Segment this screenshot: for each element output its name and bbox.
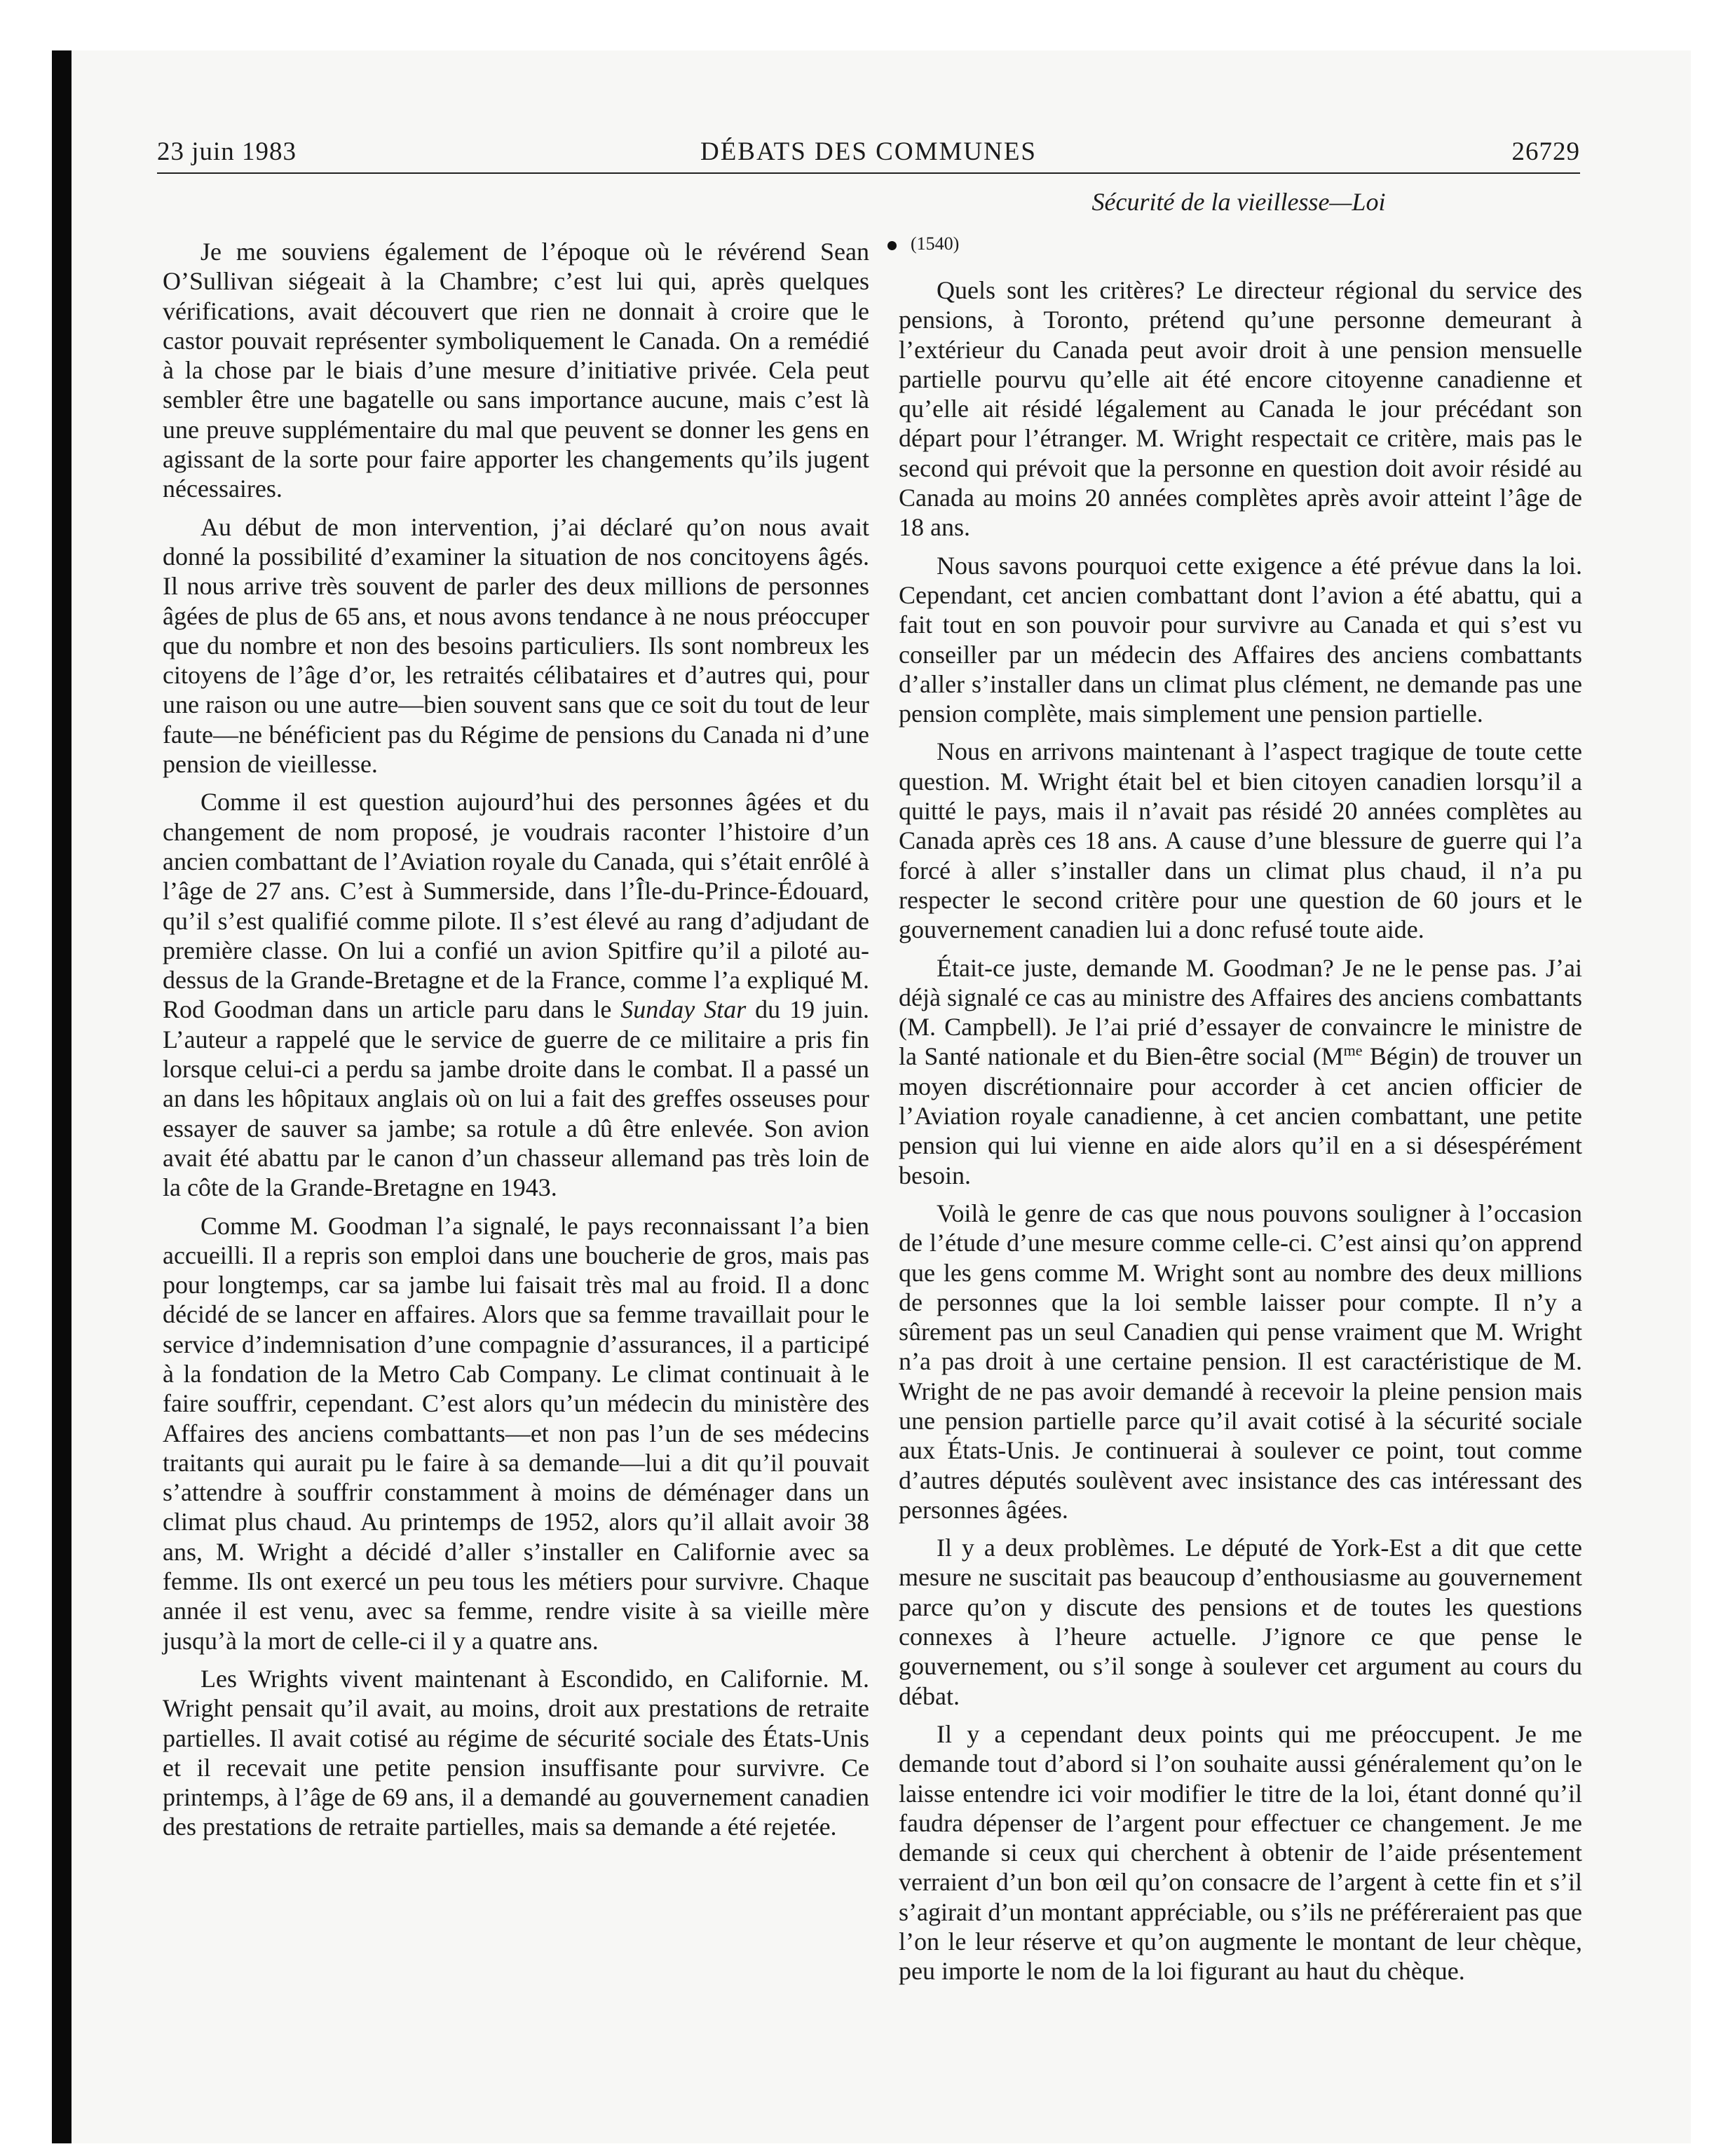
paragraph bbox=[163, 787, 869, 1202]
paragraph: Voilà le genre de cas que nous pouvons souligner à l’occasion de l’étude d’une mesure comme celle-ci. C’est ainsi qu’on apprend que les gens comme M. Wright sont au nombre des deux millions de personnes que la loi semble laisser pour compte. Il n’y a sûrement pas un seul Canadien qui pense vraiment que M. Wright n’a pas droit à une certaine pension. Il est caractéristique de M. Wright de ne pas avoir demandé à recevoir la pleine pension mais une pension partielle parce qu’il avait cotisé à la sécurité sociale aux États-Unis. Je continuerai à soulever ce point, tout comme d’autres députés soulèvent avec insistance des cas intéressant des personnes âgées. bbox=[899, 1199, 1582, 1524]
paragraph bbox=[899, 953, 1582, 1190]
header-title: DÉBATS DES COMMUNES bbox=[700, 137, 1037, 166]
paragraph: Quels sont les critères? Le directeur régional du service des pensions, à Toronto, prétend qu’une personne demeurant à l’extérieur du Canada peut avoir droit à une pension mensuelle partielle pourvu qu’elle ait été encore citoyenne canadienne et qu’elle ait résidé légalement au Canada le jour précédant son départ pour l’étranger. M. Wright respectait ce critère, mais pas le second qui prévoit que la personne en question doit avoir résidé au Canada au moins 20 années complètes après avoir atteint l’âge de 18 ans. bbox=[899, 276, 1582, 542]
right-column bbox=[899, 275, 1582, 1986]
paragraph: Les Wrights vivent maintenant à Escondido, en Californie. M. Wright pensait qu’il avait, au moins, droit aux prestations de retraite partielles. Il avait cotisé au régime de sécurité sociale des États-Unis et il recevait une petite pension insuffisante pour survivre. Ce printemps, à l’âge de 69 ans, il a demandé au gouvernement canadien des prestations de retraite partielles, mais sa demande a été rejetée. bbox=[163, 1664, 869, 1841]
newspaper-title: Sunday Star bbox=[620, 995, 747, 1024]
time-marker-label: (1540) bbox=[911, 233, 960, 254]
page-number: 26729 bbox=[1511, 137, 1580, 166]
paragraph-text: Comme il est question aujourd’hui des personnes âgées et du changement de nom proposé, je voudrais raconter l’histoire d’un ancien combattant de l’Aviation royale du Canada, qui s’était enrôlé à l’âge de 27 ans. C’est à Summerside, dans l’Île-du-Prince-Édouard, qu’il s’est qualifié comme pilote. Il s’est élevé au rang d’adjudant de première classe. On lui a confié un avion Spitfire qu’il a piloté au-dessus de la Grande-Bretagne et de la France, comme l’a expliqué M. Rod Goodman dans un article paru dans le bbox=[163, 788, 869, 1024]
paragraph-text: du 19 juin. L’auteur a rappelé que le service de guerre de ce militaire a pris fin lorsque celui-ci a perdu sa jambe droite dans le combat. Il a passé un an dans les hôpitaux anglais où on lui a fait des greffes osseuses pour essayer de sauver sa jambe; sa rotule a dû être enlevée. Son avion avait été abattu par le canon d’un chasseur allemand pas très loin de la côte de la Grande-Bretagne en 1943. bbox=[163, 995, 870, 1202]
paragraph: Je me souviens également de l’époque où le révérend Sean O’Sullivan siégeait à la Chambre; c’est lui qui, après quelques vérifications, avait découvert que rien ne donnait à croire que le castor pouvait représenter symboliquement le Canada. On a remédié à la chose par le biais d’une mesure d’initiative privée. Cela peut sembler être une bagatelle ou sans importance aucune, mais c’est là une preuve supplémentaire du mal que peuvent se donner les gens en agissant de la sorte pour faire apporter les changements qu’ils jugent nécessaires. bbox=[163, 238, 869, 503]
scan-edge-bar bbox=[52, 50, 72, 2143]
section-subtitle: Sécurité de la vieillesse—Loi bbox=[1091, 188, 1386, 216]
header-rule bbox=[157, 172, 1580, 174]
superscript: me bbox=[1343, 1042, 1363, 1060]
header-date: 23 juin 1983 bbox=[157, 137, 297, 166]
paragraph: Comme M. Goodman l’a signalé, le pays reconnaissant l’a bien accueilli. Il a repris son emploi dans une boucherie de gros, mais pas pour longtemps, car sa jambe lui faisait très mal au froid. Il a donc décidé de se lancer en affaires. Alors que sa femme travaillait pour le service d’indemnisation d’une compagnie d’assurances, il a participé à la fondation de la Metro Cab Company. Le climat continuait à le faire souffrir, cependant. C’est alors qu’un médecin du ministère des Affaires des anciens combattants—et non pas l’un de ses médecins traitants qui aurait pu le faire à sa demande—lui a dit qu’il pouvait s’attendre à souffrir constamment à moins de déménager dans un climat plus chaud. Au printemps de 1952, alors qu’il allait avoir 38 ans, M. Wright a décidé d’aller s’installer en Californie avec sa femme. Ils ont exercé un peu tous les métiers pour survivre. Chaque année il est venu, avec sa femme, rendre visite à sa vieille mère jusqu’à la mort de celle-ci il y a quatre ans. bbox=[163, 1211, 869, 1655]
bullet-icon bbox=[887, 241, 897, 250]
paragraph: Nous en arrivons maintenant à l’aspect tragique de toute cette question. M. Wright était bel et bien citoyen canadien lorsqu’il a quitté le pays, mais il n’avait pas résidé 20 années complètes au Canada après ces 18 ans. A cause d’une blessure de guerre qui l’a forcé à aller s’installer dans un climat plus chaud, il n’a pu respecter le second critère pour une question de 60 jours et le gouvernement canadien lui a donc refusé toute aide. bbox=[899, 737, 1582, 944]
running-header bbox=[157, 137, 1580, 173]
time-marker bbox=[887, 233, 959, 254]
paragraph: Il y a deux problèmes. Le député de York-Est a dit que cette mesure ne suscitait pas beaucoup d’enthousiasme au gouvernement parce qu’on y discute des pensions et de toutes les questions connexes à l’heure actuelle. J’ignore ce que pense le gouvernement, ou s’il songe à soulever cet argument au cours du débat. bbox=[899, 1534, 1582, 1710]
paragraph-text: Bégin) de trouver un moyen discrétionnaire pour accorder à cet ancien officier de l’Aviation royale canadienne, à cet ancien combattant, une petite pension qui lui vienne en aide alors qu’il en a si désespérément besoin. bbox=[899, 1042, 1583, 1189]
paragraph-text: Était-ce juste, demande M. Goodman? Je ne le pense pas. J’ai déjà signalé ce cas au ministre des Affaires des anciens combattants (M. Campbell). Je l’ai prié d’essayer de convaincre le ministre de la Santé nationale et du Bien-être social (M bbox=[899, 953, 1582, 1071]
left-column bbox=[163, 237, 869, 1842]
paragraph: Il y a cependant deux points qui me préoccupent. Je me demande tout d’abord si l’on souhaite aussi généralement qu’on le laisse entendre ici voir modifier le titre de la loi, étant donné qu’il faudra dépenser de l’argent pour effectuer ce changement. Je me demande si ceux qui cherchent à obtenir de l’aide présentement verraient d’un bon œil qu’on consacre de l’argent à cette fin et s’il s’agirait d’un montant appréciable, ou s’ils ne préféreraient pas que l’on le leur réserve et qu’on augmente le montant de leur chèque, peu importe le nom de la loi figurant au haut du chèque. bbox=[899, 1719, 1582, 1986]
paragraph: Nous savons pourquoi cette exigence a été prévue dans la loi. Cependant, cet ancien combattant dont l’avion a été abattu, qui a fait tout en son pouvoir pour survivre au Canada et qui s’est vu conseiller par un médecin des Affaires des anciens combattants d’aller s’installer dans un climat plus clément, ne demande pas une pension complète, mais simplement une pension partielle. bbox=[899, 551, 1582, 728]
paragraph: Au début de mon intervention, j’ai déclaré qu’on nous avait donné la possibilité d’examiner la situation de nos concitoyens âgés. Il nous arrive très souvent de parler des deux millions de personnes âgées de plus de 65 ans, et nous avons tendance à ne nous préoccuper que du nombre et non des besoins particuliers. Ils sont nombreux les citoyens de l’âge d’or, les retraités célibataires et d’autres qui, pour une raison ou une autre—bien souvent sans que ce soit du tout de leur faute—ne bénéficient pas du Régime de pensions du Canada ni d’une pension de vieillesse. bbox=[163, 512, 869, 779]
